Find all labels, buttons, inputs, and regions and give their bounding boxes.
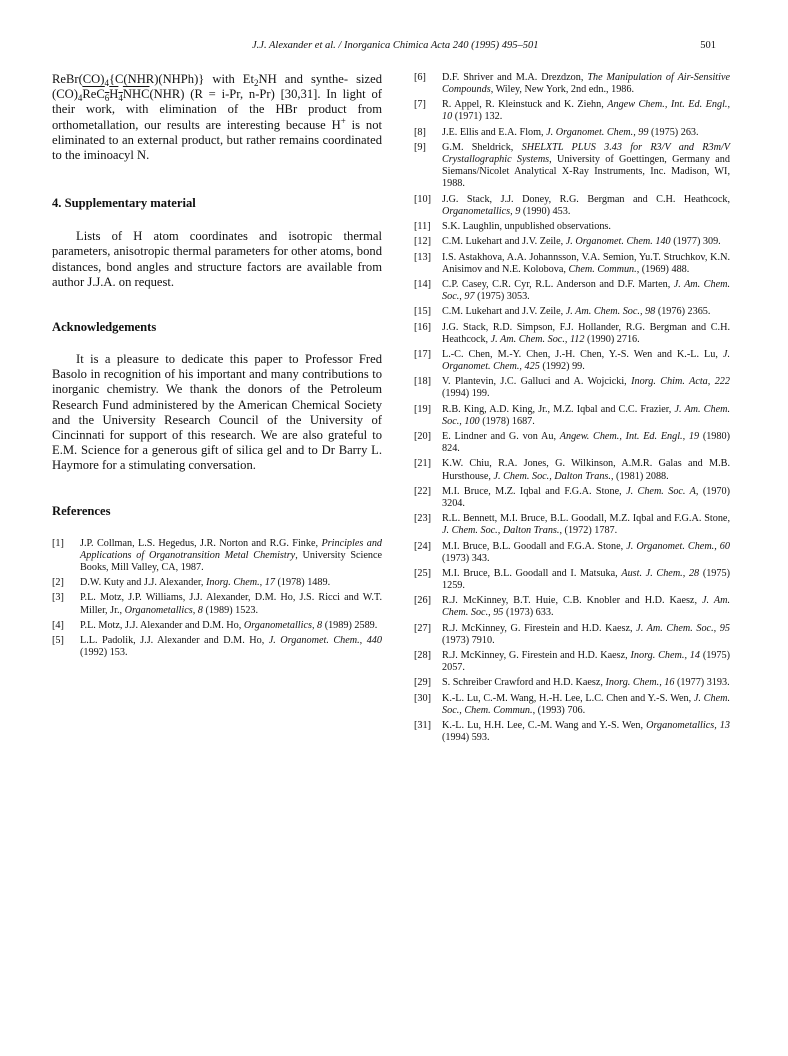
reference-number: [15] [414,306,431,318]
supplementary-text: Lists of H atom coordinates and isotropic thermal parameters, anisotropic thermal parameters for other atoms, bond distances, bond angles and structure factors are available from author J.J.A. on request. [52,229,382,289]
left-column [52,72,382,662]
reference-number: [21] [414,458,431,470]
reference-item [414,431,730,455]
reference-authors: K.-L. Lu, C.-M. Wang, H.-H. Lee, L.C. Chen and Y.-S. Wen, [442,692,694,704]
reference-item [414,322,730,346]
reference-number: [4] [52,619,64,631]
intro-text: NHC [122,87,150,102]
reference-number: [10] [414,193,431,205]
reference-authors: J.G. Stack, J.J. Doney, R.G. Bergman and C.H. Heathcock, [442,193,730,205]
reference-number: [2] [52,577,64,589]
reference-details: (1992) 99. [539,361,585,373]
subscript: 4 [77,93,83,104]
reference-number: [20] [414,431,431,443]
supplementary-heading: 4. Supplementary material [52,196,196,211]
subscript: 6 [104,93,110,104]
reference-authors: G.M. Sheldrick, [442,142,522,154]
intro-text: is not eliminated to an external product, but rather remains coordinated to the iminoacyl N. [52,117,382,163]
reference-authors: R. Appel, R. Kleinstuck and K. Ziehn, [442,99,608,111]
reference-source: Inorg. Chem., 14 [630,650,700,662]
references-list-left [52,538,382,660]
reference-source: J. Am. Chem. Soc., 98 [565,306,656,318]
reference-authors: M.I. Bruce, B.L. Goodall and I. Matsuka, [442,567,622,579]
reference-source: J. Organomet. Chem. 140 [565,236,671,248]
reference-source: J. Organomet. Chem., 99 [546,126,649,138]
reference-item [414,693,730,717]
reference-source: J. Chem. Soc. A [626,485,696,497]
reference-number: [17] [414,348,431,360]
reference-details: (1975) 3053. [474,291,530,302]
references-heading: References [52,503,111,518]
reference-item [414,513,730,537]
reference-item [52,592,382,616]
reference-authors: P.L. Motz, J.J. Alexander and D.M. Ho, [80,619,244,631]
reference-source: J. Chem. Soc., Dalton Trans. [442,525,560,537]
reference-item [52,635,382,659]
reference-authors: C.P. Casey, C.R. Cyr, R.L. Anderson and D.F. Marten, [442,278,674,290]
right-column [414,72,730,747]
reference-source: J. Chem. Soc., Dalton Trans. [493,470,611,482]
reference-source: Angew. Chem., Int. Ed. Engl., 19 [559,431,700,443]
reference-item [414,404,730,428]
reference-source: Inorg. Chem., 17 [205,577,275,589]
subscript: 2 [254,78,259,88]
reference-details: (1990) 453. [520,205,571,217]
reference-source: Inorg. Chem., 16 [605,677,675,689]
intro-text: NH and synthe- [258,72,349,86]
reference-details: (1989) 2589. [322,619,378,631]
reference-source: Principles and Applications of Organotransition Metal Chemistry [80,537,383,561]
reference-details: (1978) 1687. [479,415,535,427]
reference-authors: L.-C. Chen, M.-Y. Chen, J.-H. Chen, Y.-S. Wen and K.-L. Lu, [442,348,723,360]
reference-item [414,142,730,190]
reference-source: Inorg. Chim. Acta, 222 [631,376,730,388]
subscript: 4 [104,78,109,88]
reference-item [414,221,730,233]
acknowledgements-heading: Acknowledgements [52,320,157,335]
reference-authors: K.-L. Lu, H.H. Lee, C.-M. Wang and Y.-S. Wen, [442,720,647,732]
reference-authors: R.J. McKinney, G. Firestein and H.D. Kaesz, [442,650,631,662]
reference-authors: C.M. Lukehart and J.V. Zeile, [442,236,566,248]
reference-authors: C.M. Lukehart and J.V. Zeile, [442,306,566,318]
reference-number: [18] [414,376,431,388]
reference-number: [6] [414,72,426,83]
reference-item [414,99,730,123]
reference-details: (1973) 343. [442,552,490,564]
reference-number: [24] [414,540,431,552]
reference-details: (1971) 132. [452,111,503,123]
reference-authors: M.I. Bruce, B.L. Goodall and F.G.A. Stone, [442,540,627,552]
running-header [52,40,716,56]
reference-authors: K.W. Chiu, R.A. Jones, G. Wilkinson, A.M.R. Galas and M.B. Hursthouse, [442,458,730,482]
reference-authors: R.L. Bennett, M.I. Bruce, B.L. Goodall, M.Z. Iqbal and F.G.A. Stone, [442,513,730,525]
superscript: + [340,115,346,126]
reference-number: [19] [414,403,431,415]
reference-item [414,306,730,318]
reference-authors: J.P. Collman, L.S. Hegedus, J.R. Norton and R.G. Finke, [80,537,322,549]
reference-number: [5] [52,635,64,647]
reference-source: Organometallics, 9 [442,205,521,217]
reference-details: , University Science Books, Mill Valley, CA, 1987. [80,549,383,573]
subscript: 4 [118,93,123,104]
intro-text: ReC [82,87,105,102]
reference-item [52,620,382,632]
reference-authors: R.J. McKinney, G. Firestein and H.D. Kaesz, [442,622,637,634]
reference-number: [12] [414,236,431,248]
reference-details: (1978) 1489. [274,577,331,589]
reference-number: [30] [414,692,431,704]
metallacycle-overline [82,87,150,104]
reference-item [414,194,730,218]
reference-number: [26] [414,595,431,607]
reference-item [414,72,730,96]
reference-source: J. Organomet. Chem., 425 [442,348,730,373]
reference-authors: V. Plantevin, J.C. Galluci and A. Wojcicki, [442,376,632,388]
intro-text: sized (CO) [52,72,382,102]
reference-number: [9] [414,142,426,154]
reference-item [414,252,730,276]
reference-authors: J.G. Stack, R.D. Simpson, F.J. Hollander, R.G. Bergman and C.H. Heathcock, [442,321,730,345]
reference-source: J. Organomet. Chem., 60 [626,540,730,552]
reference-authors: P.L. Motz, J.P. Williams, J.J. Alexander, D.M. Ho, J.S. Ricci and W.T. Miller, Jr., [80,592,382,616]
reference-item [414,279,730,303]
reference-item [52,538,382,574]
reference-authors: L.L. Padolik, J.J. Alexander and D.M. Ho, [80,635,269,647]
reference-details: (1989) 1523. [202,604,259,616]
reference-source: Organometallics, 13 [646,720,730,732]
reference-number: [3] [52,592,64,604]
reference-authors: S. Schreiber Crawford and H.D. Kaesz, [442,677,606,689]
reference-item [414,376,730,400]
reference-details: (1977) 3193. [674,677,730,689]
reference-details: , University of Goettingen, Germany and Siemans/Nicolet Analytical X-Ray Instruments, Inc. Madison, WI, 1988. [442,154,730,190]
reference-item [414,486,730,510]
reference-source: J. Organomet. Chem., 440 [268,635,382,647]
reference-item [414,568,730,592]
reference-number: [1] [52,537,64,549]
intro-text: {C(NHR)(NHPh)} with Et [108,72,254,86]
reference-authors: D.W. Kuty and J.J. Alexander, [80,577,206,589]
reference-source: J. Am. Chem. Soc., 95 [636,622,730,634]
reference-number: [16] [414,321,431,333]
reference-number: [25] [414,567,431,579]
reference-number: [13] [414,251,431,263]
acknowledgements-text: It is a pleasure to dedicate this paper to Professor Fred Basolo in recognition of his important and many contributions to inorganic chemistry. We thank the donors of the Petroleum Research Fund administered by the American Chemical Society and the University Research Council of the University of Cincinnati for support of this research. We are also grateful to E.M. Science for a generous gift of silica gel and to Dr Barry L. Haymore for a stimulating conversation. [52,352,382,473]
reference-details: (1980) 824. [442,431,730,455]
reference-number: [27] [414,622,431,634]
reference-source: Organometallics, 8 [243,619,323,631]
reference-authors: D.F. Shriver and M.A. Drezdzon, [442,72,588,83]
intro-text: ReBr(CO) [52,72,105,86]
intro-text: H [109,87,119,102]
intro-text: In light of their work, with elimination of the HBr product from orthometallation, our results are interesting because H [52,87,382,132]
reference-details: , (1993) 706. [532,704,586,716]
reference-authors: R.B. King, A.D. King, Jr., M.Z. Iqbal and C.C. Frazier, [442,403,675,415]
reference-details: (1976) 2365. [655,306,711,318]
reference-source: Chem. Commun. [568,263,637,275]
reference-item [414,127,730,139]
reference-details: , (1970) 3204. [442,485,730,509]
reference-details: , (1969) 488. [636,263,690,275]
reference-item [414,236,730,248]
reference-number: [28] [414,650,431,662]
reference-details: , (1981) 2088. [610,470,669,482]
page-number: 501 [700,40,716,51]
reference-source: J. Am. Chem. Soc., 100 [442,403,730,427]
reference-authors: S.K. Laughlin, unpublished observations. [442,220,611,232]
reference-authors: E. Lindner and G. von Au, [442,431,560,443]
reference-authors: I.S. Astakhova, A.A. Johannsson, V.A. Semion, Yu.T. Struchkov, K.N. Anisimov and N.E. Kolobova, [442,251,730,275]
reference-source: The Manipulation of Air-Sensitive Compounds [442,72,731,96]
reference-item [414,650,730,674]
reference-item [414,595,730,619]
reference-authors: R.J. McKinney, B.T. Huie, C.B. Knobler and H.D. Kaesz, [442,595,702,607]
reference-number: [22] [414,485,431,497]
intro-paragraph [52,72,382,163]
reference-source: J. Chem. Soc., Chem. Commun. [442,692,731,716]
reference-number: [29] [414,677,431,689]
reference-details: , (1972) 1787. [559,525,618,537]
reference-details: (1992) 153. [80,647,128,659]
reference-number: [23] [414,513,431,525]
reference-details: (1994) 199. [442,388,490,400]
reference-source: J. Am. Chem. Soc., 95 [442,595,731,619]
reference-details: (1975) 263. [648,126,699,138]
reference-details: (1973) 7910. [442,634,495,646]
intro-text: (NHR) (R = i-Pr, n-Pr) [30,31]. [149,87,321,102]
reference-source: SHELXTL PLUS 3.43 for R3/V and R3m/V Crystallographic Systems [442,142,730,166]
reference-number: [14] [414,278,431,290]
reference-details: (1975) 2057. [442,650,730,674]
reference-item [414,720,730,744]
reference-item [414,458,730,482]
reference-number: [31] [414,720,431,732]
reference-item [414,623,730,647]
reference-source: Aust. J. Chem., 28 [621,567,700,579]
reference-source: Angew Chem., Int. Ed. Engl., 10 [442,99,730,123]
reference-source: Organometallics, 8 [124,604,203,616]
reference-details: (1975) 1259. [442,567,730,592]
reference-details: (1973) 633. [503,607,554,619]
reference-details: (1990) 2716. [584,333,640,345]
reference-item [414,677,730,689]
reference-number: [7] [414,99,426,111]
reference-authors: J.E. Ellis and E.A. Flom, [442,126,547,138]
reference-item [414,349,730,373]
reference-source: J. Am. Chem. Soc., 112 [490,333,585,345]
reference-number: [11] [414,220,431,232]
reference-details: , Wiley, New York, 2nd edn., 1986. [490,84,635,96]
reference-details: (1977) 309. [670,236,721,248]
reference-source: J. Am. Chem. Soc., 97 [442,278,730,302]
journal-citation: J.J. Alexander et al. / Inorganica Chimica Acta 240 (1995) 495–501 [252,40,539,51]
reference-item [52,577,382,589]
reference-number: [8] [414,126,426,138]
reference-authors: M.I. Bruce, M.Z. Iqbal and F.G.A. Stone, [442,485,627,497]
reference-details: (1994) 593. [442,732,490,744]
reference-item [414,541,730,565]
